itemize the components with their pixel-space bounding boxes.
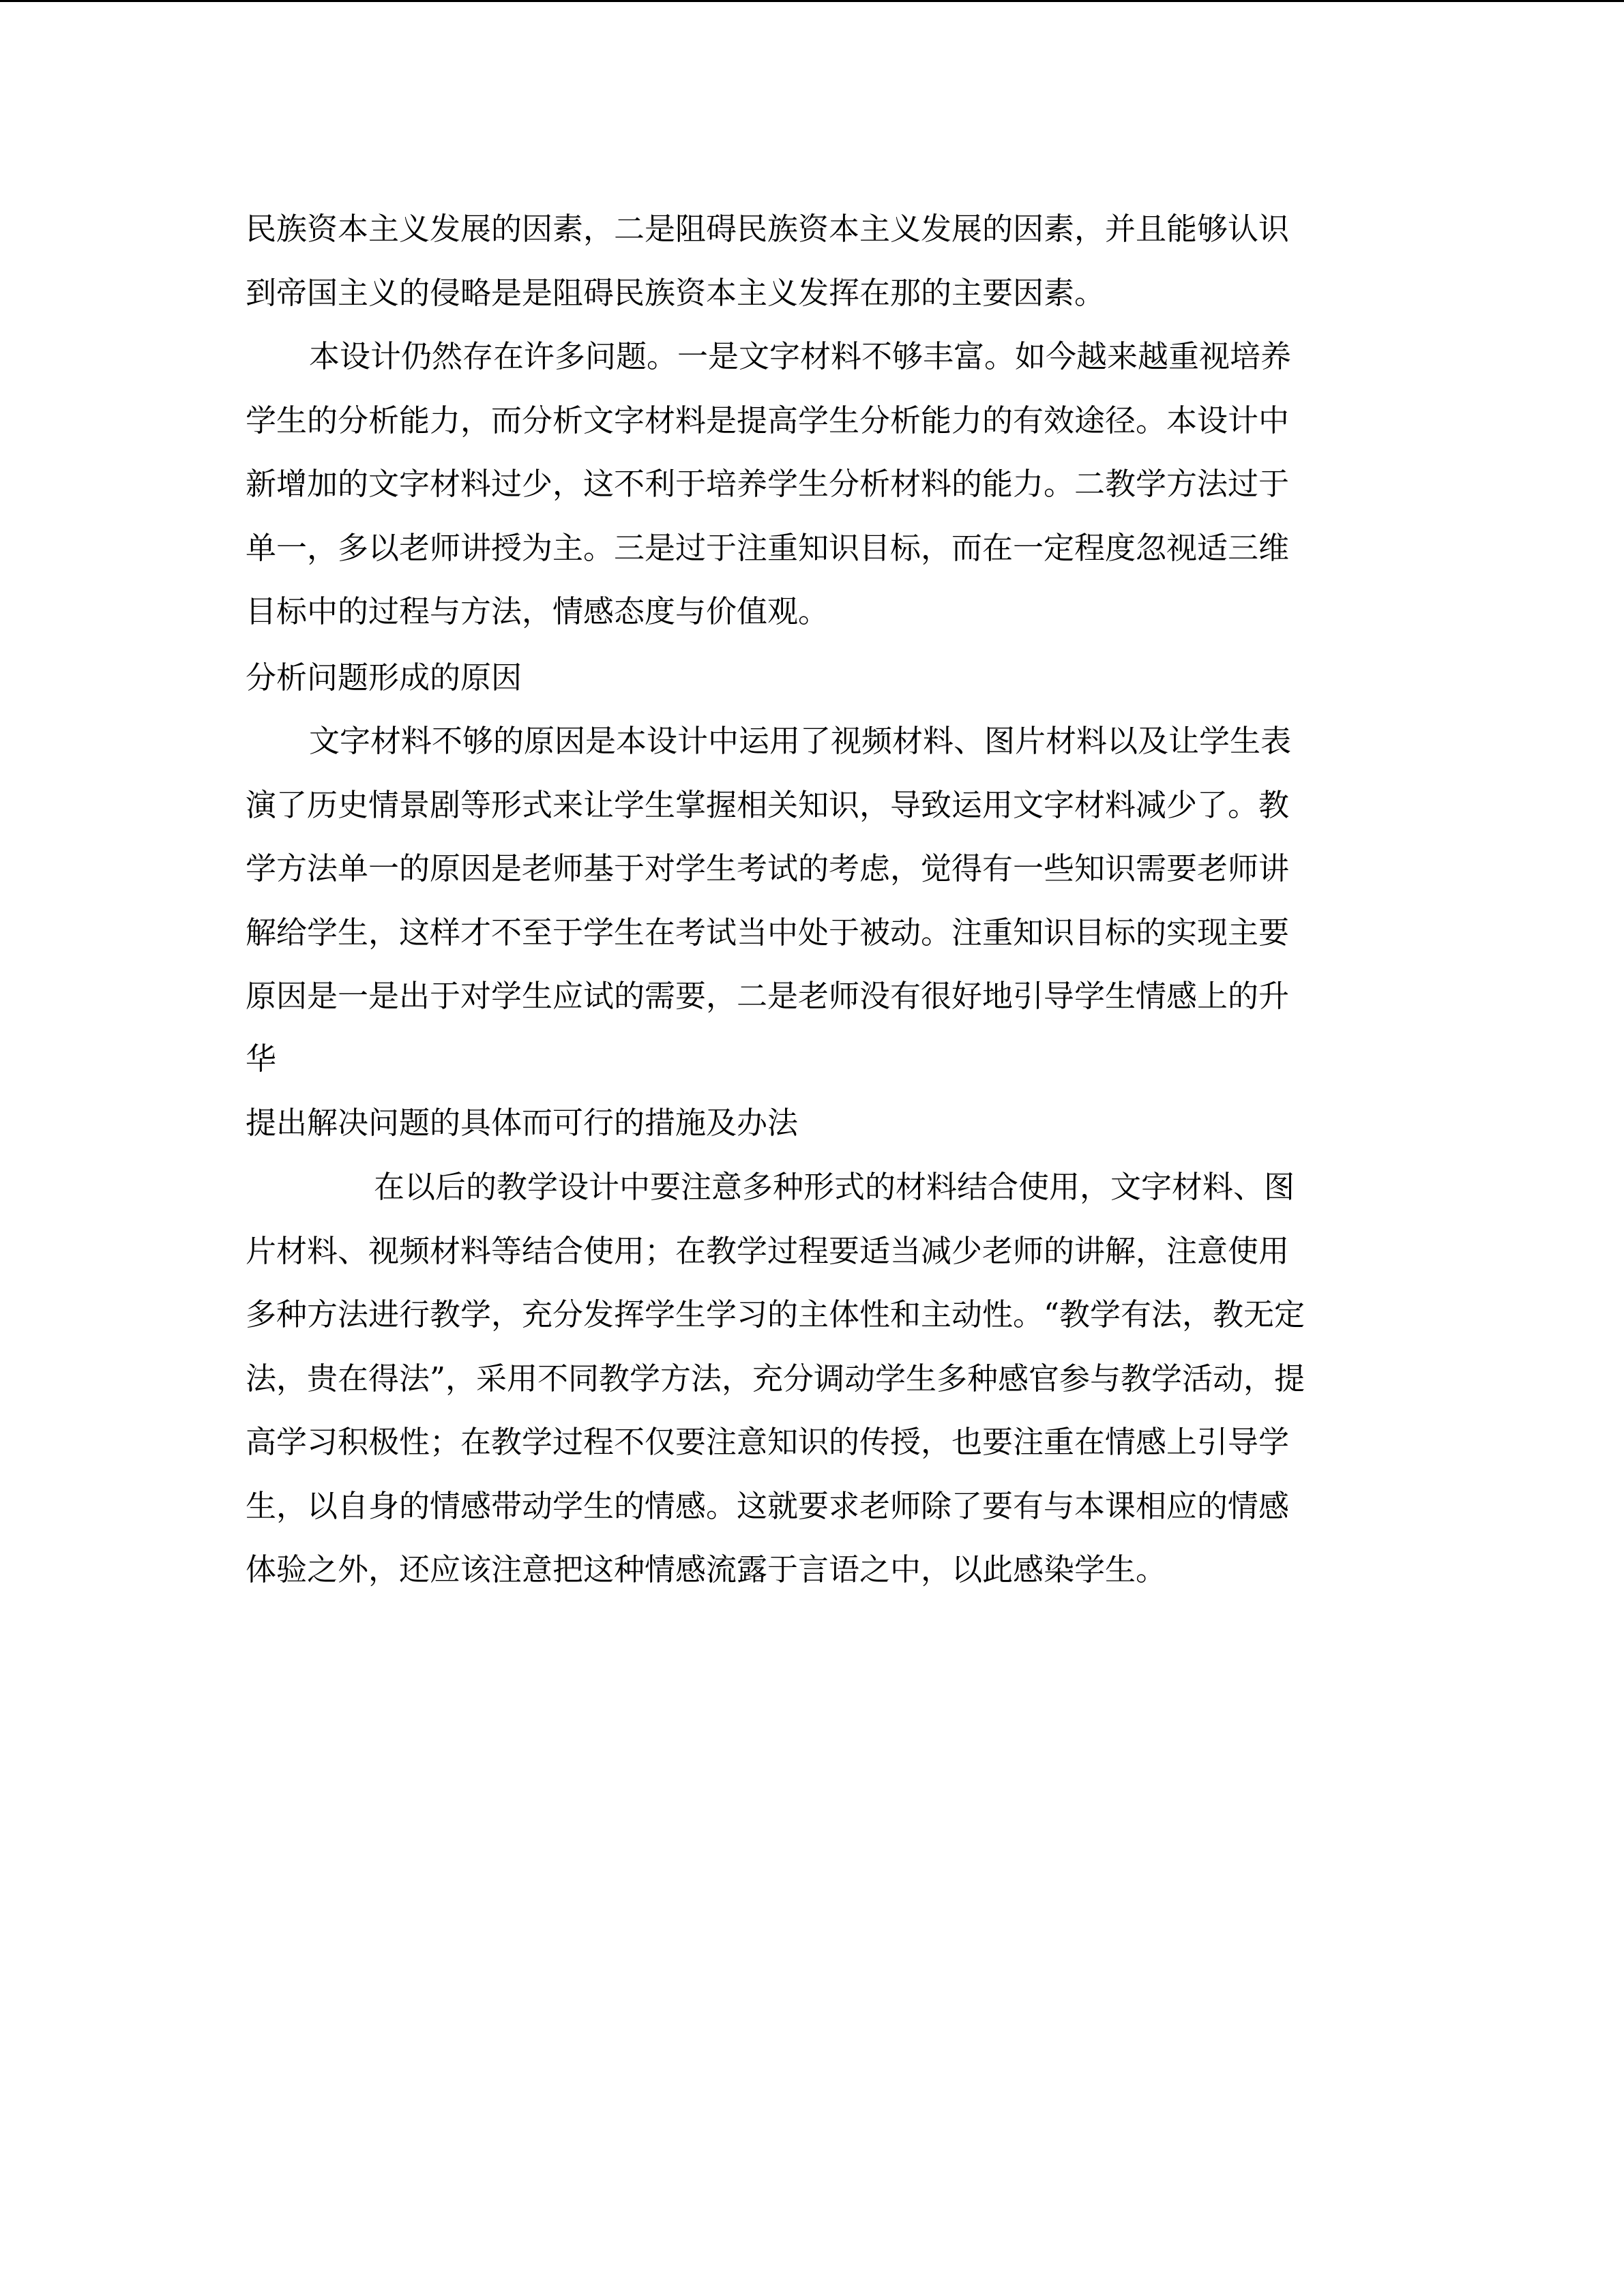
paragraph-line-6: 单一，多以老师讲授为主。三是过于注重知识目标，而在一定程度忽视适三维	[246, 530, 1290, 566]
paragraph-line-1: 民族资本主义发展的因素，二是阻碍民族资本主义发展的因素，并且能够认识	[246, 211, 1290, 247]
paragraph-line-16: 多种方法进行教学，充分发挥学生学习的主体性和主动性。“教学有法，教无定	[246, 1296, 1305, 1332]
paragraph-line-7: 目标中的过程与方法，情感态度与价值观。	[246, 593, 829, 629]
paragraph-line-11: 解给学生，这样才不至于学生在考试当中处于被动。注重知识目标的实现主要	[246, 914, 1290, 951]
paragraph-line-12: 原因是一是出于对学生应试的需要，二是老师没有很好地引导学生情感上的升	[246, 978, 1290, 1014]
paragraph-line-18: 高学习积极性；在教学过程不仅要注意知识的传授，也要注重在情感上引导学	[246, 1424, 1290, 1460]
paragraph-line-9: 演了历史情景剧等形式来让学生掌握相关知识，导致运用文字材料减少了。教	[246, 787, 1290, 823]
paragraph-line-20: 体验之外，还应该注意把这种情感流露于言语之中，以此感染学生。	[246, 1551, 1167, 1587]
section-heading-causes: 分析问题形成的原因	[246, 659, 522, 696]
page-top-border	[0, 0, 1624, 2]
paragraph-line-5: 新增加的文字材料过少，这不利于培养学生分析材料的能力。二教学方法过于	[246, 466, 1290, 502]
paragraph-line-13: 华	[246, 1041, 277, 1077]
paragraph-line-10: 学方法单一的原因是老师基于对学生考试的考虑，觉得有一些知识需要老师讲	[246, 850, 1290, 886]
paragraph-line-4: 学生的分析能力，而分析文字材料是提高学生分析能力的有效途径。本设计中	[246, 402, 1290, 438]
paragraph-line-14: 在以后的教学设计中要注意多种形式的材料结合使用，文字材料、图	[374, 1169, 1295, 1205]
paragraph-line-2: 到帝国主义的侵略是是阻碍民族资本主义发挥在那的主要因素。	[246, 275, 1106, 311]
paragraph-line-3: 本设计仍然存在许多问题。一是文字材料不够丰富。如今越来越重视培养	[309, 338, 1292, 374]
paragraph-line-8: 文字材料不够的原因是本设计中运用了视频材料、图片材料以及让学生表	[309, 723, 1292, 759]
paragraph-line-17: 法，贵在得法”，采用不同教学方法，充分调动学生多种感官参与教学活动，提	[246, 1360, 1305, 1397]
paragraph-line-15: 片材料、视频材料等结合使用；在教学过程要适当减少老师的讲解，注意使用	[246, 1233, 1290, 1269]
paragraph-line-19: 生，以自身的情感带动学生的情感。这就要求老师除了要有与本课相应的情感	[246, 1488, 1290, 1524]
section-heading-solutions: 提出解决问题的具体而可行的措施及办法	[246, 1105, 799, 1141]
